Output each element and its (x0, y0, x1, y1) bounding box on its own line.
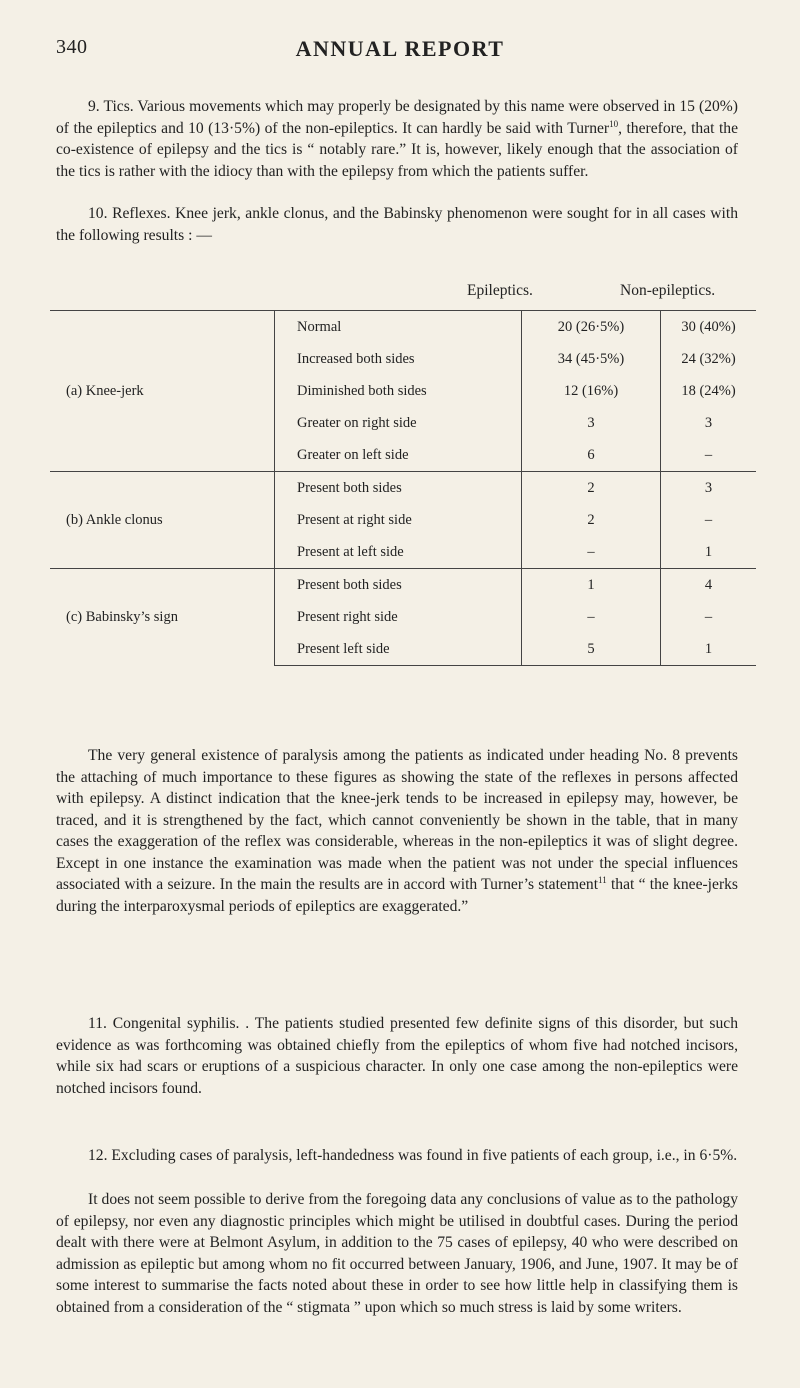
condition-cell: Present both sides (275, 569, 522, 602)
group-label-babinsky-sign: (c) Babinsky’s sign (50, 569, 275, 666)
non-epileptics-cell: 3 (661, 472, 757, 505)
reflexes-table (50, 310, 756, 666)
condition-cell: Present at right side (275, 504, 522, 536)
non-epileptics-cell: – (704, 608, 713, 625)
paragraph-left-handedness: 12. Excluding cases of paralysis, left-handedness was found in five patients of each group, i.e., in 6·5%. (88, 1147, 738, 1164)
condition-cell: Greater on right side (275, 407, 522, 439)
non-epileptics-cell: 1 (704, 543, 713, 560)
non-epileptics-cell: 24 (32%) (681, 350, 736, 367)
paragraph-reflexes-discussion (56, 745, 738, 917)
table-column-headings (56, 282, 744, 304)
paragraph-congenital-syphilis: 11. Congenital syphilis. . The patients studied presented few definite signs of this disorder, but such evidence as was forthcoming was obtained chiefly from the epileptics of whom five had notched incisors, while six had scars or eruptions of a suspicious character. In only one case among the non-epileptics were notched incisors found. (56, 1015, 738, 1097)
footnote-ref-11: 11 (598, 874, 607, 885)
epileptics-cell: 12 (16%) (522, 375, 661, 407)
discussion-text-a: The very general existence of paralysis among the patients as indicated under heading No. 8 prevents the attaching of much importance to these figures as showing the state of the reflexes in persons affected with epilepsy. A distinct indication that the knee-jerk tends to be increased in epilepsy may, however, be traced, and it is strengthened by the fact, which cannot conveniently be shown in the table, that in many cases the exaggeration of the reflex was considerable, whereas in the non-epileptics it was of slight degree. Except in one instance the examination was made when the patient was not under the special influences associated with a seizure. In the main the results are in accord with Turner’s statement (56, 747, 738, 893)
paragraph-reflexes: 10. Reflexes. Knee jerk, ankle clonus, and the Babinsky phenomenon were sought for in all cases with the following results : — (56, 205, 738, 244)
non-epileptics-cell: 4 (661, 569, 757, 602)
non-epileptics-cell: 1 (661, 633, 757, 666)
epileptics-cell: 34 (45·5%) (522, 343, 661, 375)
column-heading-epileptics: Epileptics. (467, 282, 533, 299)
group-label-ankle-clonus: (b) Ankle clonus (50, 472, 275, 569)
table-row (50, 472, 756, 505)
epileptics-cell: 20 (26·5%) (522, 311, 661, 344)
condition-cell: Present left side (275, 633, 522, 666)
paragraph-tics (56, 96, 738, 182)
epileptics-cell: 2 (522, 472, 661, 505)
condition-cell: Present at left side (275, 536, 522, 569)
table-row (50, 311, 756, 344)
non-epileptics-cell: – (704, 446, 713, 463)
running-title: ANNUAL REPORT (295, 36, 505, 61)
non-epileptics-cell: 30 (40%) (661, 311, 757, 344)
condition-cell: Present both sides (275, 472, 522, 505)
condition-cell: Normal (275, 311, 522, 344)
non-epileptics-cell: 18 (24%) (681, 382, 736, 399)
epileptics-cell: 2 (522, 504, 661, 536)
page-number: 340 (56, 36, 88, 58)
paragraph-conclusions: It does not seem possible to derive from the foregoing data any conclusions of value as to the pathology of epilepsy, nor even any diagnostic principles which might be utilised in doubtful cases. During the period dealt with there were at Belmont Asylum, in addition to the 75 cases of epilepsy, 40 who were described on admission as epileptic but among whom no fit occurred between January, 1906, and June, 1907. It may be of some interest to summarise the facts noted about these in order to see how little help in classifying them is obtained from a consideration of the “ stigmata ” upon which so much stress is laid by some writers. (56, 1191, 738, 1316)
paragraph-tics-text-a: 9. Tics. Various movements which may properly be designated by this name were observed in 15 (20%) of the epileptics and 10 (13·5%) of the non-epileptics. It can hardly be said with Turner (56, 98, 738, 137)
condition-cell: Greater on left side (275, 439, 522, 472)
non-epileptics-cell: 3 (704, 414, 713, 431)
page-header (56, 36, 744, 70)
column-heading-non-epileptics: Non-epileptics. (620, 282, 716, 299)
epileptics-cell: 3 (522, 407, 661, 439)
condition-cell: Diminished both sides (275, 375, 522, 407)
epileptics-cell: – (522, 536, 661, 569)
paragraph-tics-text-b: , therefore, that the co-existence of epilepsy and the tics is “ notably rare.” It is, however, likely enough that the association of the tics is rather with the idiocy than with the epilepsy from which the patients suffer. (56, 119, 738, 180)
epileptics-cell: – (522, 601, 661, 633)
discussion-text-b: that “ the knee-jerks during the interparoxysmal periods of epileptics are exaggerated.” (56, 876, 738, 915)
footnote-ref-10: 10 (609, 118, 619, 129)
table-row (50, 569, 756, 602)
epileptics-cell: 5 (522, 633, 661, 666)
group-label-knee-jerk: (a) Knee-jerk (50, 311, 275, 472)
non-epileptics-cell: – (704, 511, 713, 528)
condition-cell: Increased both sides (275, 343, 522, 375)
epileptics-cell: 6 (522, 439, 661, 472)
condition-cell: Present right side (275, 601, 522, 633)
epileptics-cell: 1 (522, 569, 661, 602)
